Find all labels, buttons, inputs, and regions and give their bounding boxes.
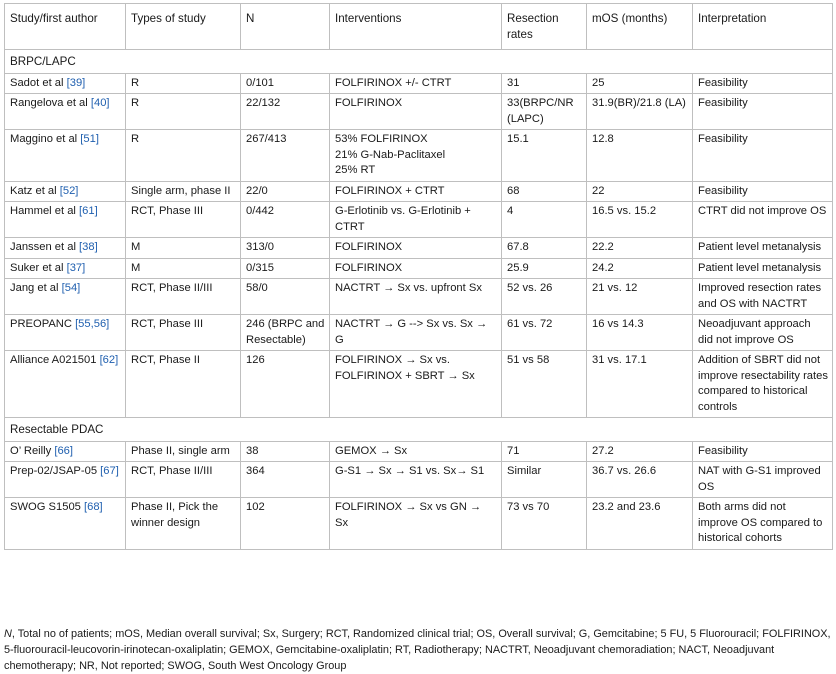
cell-interventions: [330, 258, 502, 279]
cell-mos: 16.5 vs. 15.2: [587, 202, 693, 238]
study-author: PREOPANC: [10, 318, 72, 330]
cell-interventions: [330, 94, 502, 130]
header-mos: mOS (months): [587, 4, 693, 50]
cell-interpretation: Both arms did not improve OS compared to historical cohorts: [693, 498, 833, 550]
cell-type: R: [126, 73, 241, 94]
cell-study: [5, 202, 126, 238]
table-row: [5, 258, 833, 279]
cell-n: 0/315: [241, 258, 330, 279]
cell-study: [5, 181, 126, 202]
cell-n: 267/413: [241, 130, 330, 182]
cell-interventions: [330, 73, 502, 94]
cell-interventions: [330, 279, 502, 315]
cell-resection: 4: [502, 202, 587, 238]
reference-link[interactable]: [62]: [99, 354, 119, 366]
table-row: [5, 462, 833, 498]
table-row: [5, 279, 833, 315]
cell-resection: 52 vs. 26: [502, 279, 587, 315]
table-header-row: [5, 4, 833, 50]
cell-type: Single arm, phase II: [126, 181, 241, 202]
cell-interpretation: Patient level metanalysis: [693, 258, 833, 279]
table-row: [5, 238, 833, 259]
footnote-n-symbol: N: [4, 628, 12, 640]
cell-n: 102: [241, 498, 330, 550]
cell-interpretation: Feasibility: [693, 181, 833, 202]
cell-interventions: [330, 238, 502, 259]
study-author: Katz et al: [10, 184, 57, 197]
cell-mos: 21 vs. 12: [587, 279, 693, 315]
table-body: [5, 50, 833, 550]
intervention-line: G-S1 → Sx → S1 vs. Sx→ S1: [335, 465, 485, 477]
cell-type: RCT, Phase II/III: [126, 462, 241, 498]
footnote-text: , Total no of patients; mOS, Median overall survival; Sx, Surgery; RCT, Randomized clinical trial; OS, Overall survival; G, Gemcitabine; 5 FU, 5 Fluorouracil; FOLFIRINOX, 5-fluorouracil-leucovorin-irinotecan-oxaliplatin; GEMOX, Gemcitabine-oxaliplatin; RT, Radiotherapy; NACTRT, Neoadjuvant chemoradiation; NACT, Neoadjuvant chemotherapy; NR, Not reported; SWOG, South West Oncology Group: [4, 628, 831, 672]
table-row: [5, 351, 833, 418]
cell-mos: 16 vs 14.3: [587, 315, 693, 351]
table-row: [5, 73, 833, 94]
cell-study: [5, 441, 126, 462]
cell-type: RCT, Phase II/III: [126, 279, 241, 315]
table-row: [5, 94, 833, 130]
intervention-line: 25% RT: [335, 164, 376, 176]
cell-interpretation: CTRT did not improve OS: [693, 202, 833, 238]
table-row: [5, 181, 833, 202]
cell-mos: 36.7 vs. 26.6: [587, 462, 693, 498]
study-author: O’ Reilly: [10, 444, 52, 457]
cell-study: [5, 279, 126, 315]
cell-study: [5, 351, 126, 418]
cell-type: R: [126, 130, 241, 182]
cell-type: RCT, Phase III: [126, 315, 241, 351]
intervention-line: NACTRT → Sx vs. upfront Sx: [335, 282, 482, 294]
intervention-line: FOLFIRINOX: [335, 97, 403, 109]
study-author: Prep-02/JSAP-05: [10, 465, 98, 477]
intervention-line: FOLFIRINOX +/- CTRT: [335, 76, 452, 89]
cell-interpretation: Feasibility: [693, 94, 833, 130]
cell-resection: 25.9: [502, 258, 587, 279]
cell-resection: 71: [502, 441, 587, 462]
cell-study: [5, 258, 126, 279]
cell-interpretation: Patient level metanalysis: [693, 238, 833, 259]
cell-type: RCT, Phase II: [126, 351, 241, 418]
cell-interventions: [330, 130, 502, 182]
cell-interventions: [330, 315, 502, 351]
study-author: Suker et al: [10, 261, 64, 274]
reference-link[interactable]: [68]: [84, 501, 103, 513]
cell-mos: 22.2: [587, 238, 693, 259]
intervention-line: FOLFIRINOX + CTRT: [335, 184, 445, 197]
study-author: Hammel et al: [10, 205, 76, 217]
header-interventions: Interventions: [330, 4, 502, 50]
cell-n: 58/0: [241, 279, 330, 315]
table-row: [5, 498, 833, 550]
cell-interpretation: Addition of SBRT did not improve resectability rates compared to historical controls: [693, 351, 833, 418]
cell-resection: 67.8: [502, 238, 587, 259]
cell-mos: 12.8: [587, 130, 693, 182]
cell-n: 364: [241, 462, 330, 498]
reference-link[interactable]: [55,56]: [75, 318, 110, 330]
cell-mos: 23.2 and 23.6: [587, 498, 693, 550]
cell-interventions: [330, 462, 502, 498]
intervention-line: FOLFIRINOX: [335, 261, 403, 274]
section-row: [5, 418, 833, 442]
cell-study: [5, 238, 126, 259]
study-author: Rangelova et al: [10, 97, 88, 109]
cell-resection: 61 vs. 72: [502, 315, 587, 351]
intervention-line: 21% G-Nab-Paclitaxel: [335, 148, 446, 161]
cell-n: 22/0: [241, 181, 330, 202]
cell-interpretation: Neoadjuvant approach did not improve OS: [693, 315, 833, 351]
cell-study: [5, 498, 126, 550]
table-row: [5, 130, 833, 182]
cell-resection: 33(BRPC/NR (LAPC): [502, 94, 587, 130]
cell-interpretation: Feasibility: [693, 73, 833, 94]
cell-mos: 31.9(BR)/21.8 (LA): [587, 94, 693, 130]
study-author: Alliance A021501: [10, 354, 97, 366]
cell-type: M: [126, 238, 241, 259]
study-author: Maggino et al: [10, 133, 78, 145]
table-row: [5, 202, 833, 238]
cell-interventions: [330, 202, 502, 238]
cell-mos: 25: [587, 73, 693, 94]
study-author: Sadot et al: [10, 76, 64, 89]
cell-n: 0/442: [241, 202, 330, 238]
cell-interventions: [330, 498, 502, 550]
reference-link[interactable]: [61]: [79, 205, 98, 217]
header-study: Study/first author: [5, 4, 126, 50]
intervention-line: 53% FOLFIRINOX: [335, 133, 428, 145]
study-author: Jang et al: [10, 282, 59, 294]
cell-n: 246 (BRPC and Resectable): [241, 315, 330, 351]
cell-study: [5, 94, 126, 130]
cell-type: M: [126, 258, 241, 279]
cell-n: 38: [241, 441, 330, 462]
cell-resection: 31: [502, 73, 587, 94]
reference-link[interactable]: [54]: [61, 282, 81, 294]
table-row: [5, 441, 833, 462]
cell-mos: 24.2: [587, 258, 693, 279]
intervention-line: GEMOX → Sx: [335, 444, 408, 457]
cell-interpretation: Improved resection rates and OS with NACTRT: [693, 279, 833, 315]
cell-mos: 27.2: [587, 441, 693, 462]
cell-type: R: [126, 94, 241, 130]
cell-interventions: [330, 441, 502, 462]
header-interpretation: Interpretation: [693, 4, 833, 50]
header-n: N: [241, 4, 330, 50]
section-title: Resectable PDAC: [5, 418, 833, 442]
cell-study: [5, 315, 126, 351]
header-type: Types of study: [126, 4, 241, 50]
study-author: SWOG S1505: [10, 501, 81, 513]
reference-link[interactable]: [38]: [79, 241, 98, 253]
table-footnote: [4, 626, 832, 674]
cell-n: 22/132: [241, 94, 330, 130]
cell-interpretation: NAT with G-S1 improved OS: [693, 462, 833, 498]
intervention-line: FOLFIRINOX: [335, 241, 403, 253]
cell-resection: 51 vs 58: [502, 351, 587, 418]
cell-n: 0/101: [241, 73, 330, 94]
cell-type: RCT, Phase III: [126, 202, 241, 238]
cell-resection: 68: [502, 181, 587, 202]
reference-link[interactable]: [52]: [59, 184, 79, 197]
cell-mos: 31 vs. 17.1: [587, 351, 693, 418]
cell-study: [5, 130, 126, 182]
reference-link[interactable]: [37]: [66, 261, 86, 274]
reference-link[interactable]: [51]: [80, 133, 99, 145]
cell-resection: 15.1: [502, 130, 587, 182]
cell-type: Phase II, single arm: [126, 441, 241, 462]
cell-study: [5, 462, 126, 498]
reference-link[interactable]: [40]: [90, 97, 110, 109]
intervention-line: NACTRT → G --> Sx vs. Sx → G: [335, 318, 488, 346]
intervention-line: FOLFIRINOX → Sx vs. FOLFIRINOX + SBRT → Sx: [335, 354, 475, 382]
studies-table: [4, 3, 833, 550]
section-title: BRPC/LAPC: [5, 50, 833, 74]
cell-resection: 73 vs 70: [502, 498, 587, 550]
cell-mos: 22: [587, 181, 693, 202]
intervention-line: FOLFIRINOX → Sx vs GN → Sx: [335, 501, 482, 529]
intervention-line: G-Erlotinib vs. G-Erlotinib + CTRT: [335, 205, 471, 233]
cell-n: 126: [241, 351, 330, 418]
reference-link[interactable]: [66]: [54, 444, 74, 457]
cell-interpretation: Feasibility: [693, 130, 833, 182]
header-resection: Resection rates: [502, 4, 587, 50]
table-row: [5, 315, 833, 351]
reference-link[interactable]: [67]: [100, 465, 119, 477]
section-row: [5, 50, 833, 74]
cell-interpretation: Feasibility: [693, 441, 833, 462]
study-author: Janssen et al: [10, 241, 76, 253]
cell-resection: Similar: [502, 462, 587, 498]
cell-interventions: [330, 181, 502, 202]
cell-study: [5, 73, 126, 94]
cell-type: Phase II, Pick the winner design: [126, 498, 241, 550]
cell-interventions: [330, 351, 502, 418]
reference-link[interactable]: [39]: [66, 76, 86, 89]
cell-n: 313/0: [241, 238, 330, 259]
